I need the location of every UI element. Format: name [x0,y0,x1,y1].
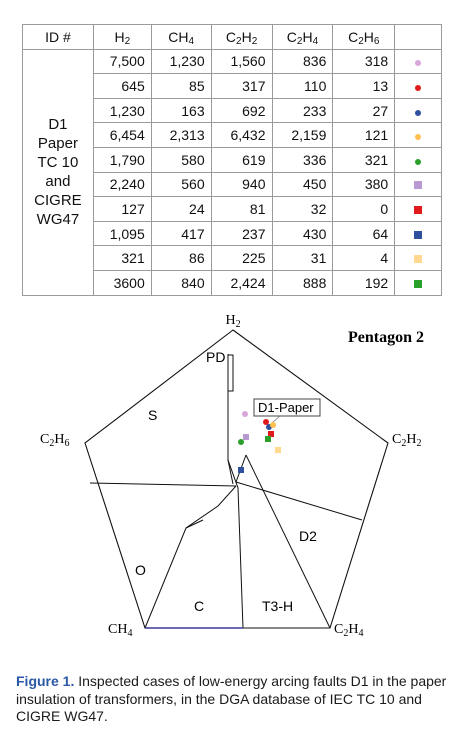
cell-h2: 1,790 [93,147,151,172]
group-label-line: D1 [48,116,68,134]
group-label-cell [23,49,94,295]
cell-c2h4: 836 [272,49,333,74]
cell-c2h6: 321 [333,147,395,172]
square-marker-icon [414,206,422,214]
cell-c2h4: 336 [272,147,333,172]
symbol-cell [395,246,442,271]
cell-c2h6: 121 [333,123,395,148]
pd-zone-box [228,355,233,391]
cell-ch4: 1,230 [151,49,211,74]
cell-c2h2: 940 [211,172,272,197]
cell-c2h2: 692 [211,98,272,123]
vertex-label-h2: $H_2$ [225,313,241,330]
cell-c2h2: 619 [211,147,272,172]
header-id: ID # [23,25,94,50]
cell-ch4: 560 [151,172,211,197]
symbol-cell [395,74,442,99]
cell-c2h2: 237 [211,221,272,246]
symbol-cell [395,172,442,197]
cell-ch4: 24 [151,197,211,222]
marker-row-1 [242,411,248,417]
dot-marker-icon [415,159,421,165]
vertex-label-c2h6: $C_2H_6$ [40,432,70,449]
cell-h2: 3600 [93,270,151,295]
symbol-cell [395,147,442,172]
zone-label-c: C [194,598,205,614]
zone-label-d2: D2 [299,528,317,544]
pentagon-outline [85,330,388,628]
cell-h2: 2,240 [93,172,151,197]
symbol-cell [395,123,442,148]
zone-label-t3h: T3-H [262,598,294,614]
marker-row-2 [263,419,269,425]
dot-marker-icon [415,60,421,66]
cell-h2: 1,230 [93,98,151,123]
cell-ch4: 580 [151,147,211,172]
cell-c2h6: 192 [333,270,395,295]
cell-c2h2: 317 [211,74,272,99]
cell-c2h6: 13 [333,74,395,99]
cell-h2: 645 [93,74,151,99]
cell-c2h6: 4 [333,246,395,271]
cell-h2: 127 [93,197,151,222]
zone-label-s: S [148,407,158,423]
vertex-label-ch4: $CH_4$ [108,622,133,639]
square-marker-icon [414,181,422,189]
cell-c2h4: 32 [272,197,333,222]
cell-ch4: 85 [151,74,211,99]
cell-c2h4: 110 [272,74,333,99]
cell-ch4: 840 [151,270,211,295]
cell-h2: 6,454 [93,123,151,148]
square-marker-icon [414,255,422,263]
marker-row-4 [270,422,276,428]
symbol-cell [395,49,442,74]
caption-label: Figure 1. [16,673,75,689]
cell-c2h2: 225 [211,246,272,271]
table-row [23,49,442,74]
cell-c2h2: 81 [211,197,272,222]
dot-marker-icon [415,134,421,140]
header-ch4: $CH_4$ [151,25,211,50]
dga-table [22,24,442,296]
marker-row-9 [275,447,281,453]
square-marker-icon [414,231,422,239]
cell-c2h6: 380 [333,172,395,197]
table-header-row [23,25,442,50]
zone-boundaries [90,354,362,628]
caption-text: Inspected cases of low-energy arcing faults D1 in the paper insulation of transformers, in the DGA database of IEC TC 10 and CIGRE WG47. [16,673,447,724]
marker-row-6 [243,434,249,440]
header-h2: $H_2$ [93,25,151,50]
zone-label-o: O [135,562,146,578]
dot-marker-icon [415,110,421,116]
header-c2h6: $C_2H_6$ [333,25,395,50]
group-label-line: WG47 [36,211,80,229]
figure-caption [16,673,448,726]
cell-ch4: 163 [151,98,211,123]
header-c2h2: $C_2H_2$ [211,25,272,50]
cell-c2h4: 430 [272,221,333,246]
group-label-line: CIGRE [34,192,82,210]
symbol-cell [395,98,442,123]
cell-c2h6: 0 [333,197,395,222]
cell-c2h4: 2,159 [272,123,333,148]
duval-pentagon-diagram [0,300,461,655]
marker-row-8 [238,467,244,473]
cell-c2h2: 2,424 [211,270,272,295]
symbol-cell [395,197,442,222]
cell-c2h4: 450 [272,172,333,197]
cell-ch4: 86 [151,246,211,271]
marker-row-10 [265,436,271,442]
cell-c2h4: 31 [272,246,333,271]
cell-ch4: 2,313 [151,123,211,148]
cell-c2h2: 1,560 [211,49,272,74]
cell-h2: 1,095 [93,221,151,246]
cell-h2: 7,500 [93,49,151,74]
cell-c2h6: 27 [333,98,395,123]
cell-ch4: 417 [151,221,211,246]
header-c2h4: $C_2H_4$ [272,25,333,50]
symbol-cell [395,270,442,295]
group-label-line: Paper [37,135,78,153]
cell-h2: 321 [93,246,151,271]
table-body [23,49,442,295]
vertex-label-c2h2: $C_2H_2$ [392,432,422,449]
zone-label-pd: PD [206,349,226,365]
vertex-label-c2h4: $C_2H_4$ [334,622,364,639]
callout-label: D1-Paper [258,400,314,415]
group-label-line: TC 10 [37,154,79,172]
header-symbol [395,25,442,50]
cell-c2h2: 6,432 [211,123,272,148]
cell-c2h4: 888 [272,270,333,295]
cell-c2h4: 233 [272,98,333,123]
cell-c2h6: 318 [333,49,395,74]
cell-c2h6: 64 [333,221,395,246]
dot-marker-icon [415,85,421,91]
diagram-title: Pentagon 2 [348,329,424,346]
group-label-line: and [45,173,71,191]
symbol-cell [395,221,442,246]
square-marker-icon [414,280,422,288]
